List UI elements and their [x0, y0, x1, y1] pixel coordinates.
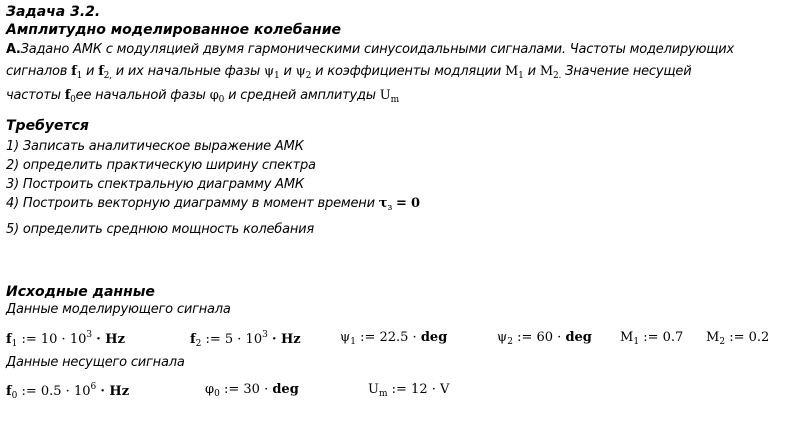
intro-text-1: Задано АМК с модуляцией двумя гармоническими синусоидальными сигналами. Частоты моделирующих	[20, 42, 735, 57]
required-item-1: 1) Записать аналитическое выражение АМК	[6, 139, 304, 154]
required-heading: Требуется	[6, 118, 89, 134]
task-number: Задача 3.2.	[6, 4, 101, 20]
formula-f0: $f_0$ := $0.5 \cdot 10^6 \cdot Hz$	[6, 382, 130, 401]
symbol-f0: f	[64, 88, 71, 103]
intro-line-1	[6, 42, 734, 57]
intro-label: А.	[6, 42, 21, 57]
formula-phi0: $\varphi_0$ := 30 · deg	[205, 382, 299, 399]
intro-text-2f: и	[527, 64, 536, 79]
intro-text-2c: и их начальные фазы	[115, 64, 261, 79]
symbol-M1-sub: 1	[518, 71, 524, 81]
intro-text-2d: и	[283, 64, 292, 79]
intro-line-2	[6, 64, 691, 81]
required-item-5: 5) определить среднюю мощность колебания	[6, 222, 315, 237]
intro-text-3a: частоты	[6, 88, 61, 103]
intro-text-2g: Значение несущей	[565, 64, 692, 79]
carrier-label: Данные несущего сигнала	[6, 355, 185, 370]
symbol-M1: M	[505, 64, 519, 79]
symbol-psi2: ψ	[295, 64, 306, 79]
intro-text-2a: сигналов	[6, 64, 68, 79]
source-heading: Исходные данные	[6, 284, 155, 300]
formula-psi1: $\psi_1$ := 22.5 · deg	[340, 330, 448, 347]
required-item-3: 3) Построить спектральную диаграмму АМК	[6, 177, 304, 192]
symbol-f2-sub: 2,	[103, 71, 112, 81]
required-item-4-row	[6, 196, 420, 213]
tau-value: = 0	[395, 196, 420, 211]
intro-line-3	[6, 88, 399, 105]
required-item-4: 4) Построить векторную диаграмму в момент времени	[6, 196, 375, 211]
intro-text-3b: ее начальной фазы	[75, 88, 206, 103]
required-item-2: 2) определить практическую ширину спектра	[6, 158, 316, 173]
formula-Um: $U_m$ := 12 · V	[368, 382, 450, 399]
symbol-M2-sub: 2.	[552, 71, 562, 81]
formula-f1: $f_1$ := $10 \cdot 10^3 \cdot Hz$	[6, 330, 125, 349]
modulating-label: Данные моделирующего сигнала	[6, 302, 231, 317]
symbol-f2: f	[98, 64, 104, 79]
symbol-M2: M	[539, 64, 553, 79]
intro-text-3c: и средней амплитуды	[228, 88, 376, 103]
symbol-tau-sub: з	[387, 203, 393, 213]
formula-M2: $M_2$ := 0.2	[706, 330, 770, 347]
symbol-phi0: φ	[209, 88, 219, 103]
task-title: Амплитудно моделированное колебание	[6, 22, 342, 38]
symbol-f1-sub: 1	[76, 71, 83, 81]
symbol-phi0-sub: 0	[218, 95, 225, 105]
intro-text-2b: и	[86, 64, 95, 79]
symbol-tau: τ	[378, 196, 388, 211]
formula-M1: $M_1$ := 0.7	[620, 330, 684, 347]
symbol-Um: U	[379, 88, 391, 103]
formula-f2: $f_2$ := $5 \cdot 10^3 \cdot Hz$	[190, 330, 301, 349]
symbol-Um-sub: m	[390, 95, 399, 105]
symbol-f1: f	[71, 64, 77, 79]
symbol-f0-sub: 0	[70, 95, 76, 105]
formula-psi2: $\psi_2$ := 60 · deg	[497, 330, 592, 347]
symbol-psi1: ψ	[263, 64, 274, 79]
intro-text-2e: и коэффициенты модляции	[315, 64, 502, 79]
symbol-psi1-sub: 1	[273, 71, 280, 81]
symbol-psi2-sub: 2	[305, 71, 312, 81]
